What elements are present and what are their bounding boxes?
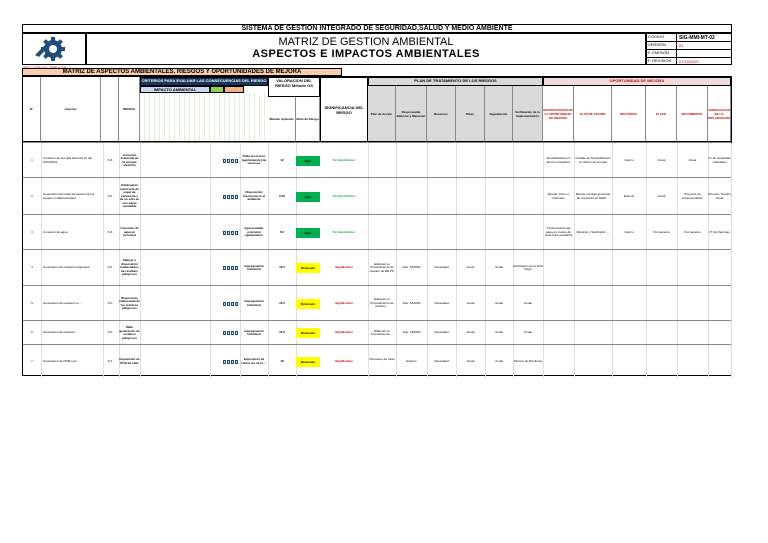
plan-cell: Necesidad: [427, 345, 457, 378]
row-score: 12: [268, 143, 297, 178]
row-impact: Impregnación Industrial: [240, 321, 269, 345]
opportunity-cell: [543, 321, 575, 345]
opportunity-column-header: PLAN DE ACCION: [574, 86, 612, 142]
row-significance: No Significativo: [320, 178, 369, 215]
row-score: 16.5: [268, 286, 297, 321]
row-criteria-marks: [140, 250, 211, 286]
opportunity-cell: [612, 250, 647, 286]
plan-cell: Anual: [456, 250, 486, 286]
opportunity-cell: [612, 286, 647, 321]
row-risk: Disposición inadecuada de los residuos peligrosos: [119, 286, 141, 321]
plan-cell: [485, 215, 514, 250]
plan-cell: [456, 178, 486, 215]
row-score: 18: [268, 345, 297, 378]
plan-cell: [513, 215, 544, 250]
plan-header: PLAN DE TRATAMIENTO DE LOS RIESGOS: [368, 77, 543, 86]
impact-sub-orange: [224, 86, 244, 93]
criteria-subcolumns: [140, 93, 268, 142]
opportunity-cell: [574, 250, 613, 286]
code-row: [647, 34, 731, 42]
table-row: [23, 177, 731, 215]
risk-level-badge: Bajo: [296, 156, 320, 166]
criteria-mark: [231, 195, 234, 199]
plan-cell: Necesidad: [427, 250, 457, 286]
code-row: [647, 58, 731, 65]
row-criteria-marks: [140, 345, 211, 378]
opportunity-cell: Permanente: [677, 215, 709, 250]
criteria-mark: [223, 360, 226, 364]
criteria-mark: [231, 266, 234, 270]
title-line-2: ASPECTOS E IMPACTOS AMBIENTALES: [252, 48, 480, 60]
row-criteria-marks: [140, 143, 211, 178]
risk-level-badge: Moderado: [296, 328, 320, 338]
criteria-mark: [227, 266, 230, 270]
opportunity-cell: [708, 250, 732, 286]
opportunity-cell: Reunión Técnica Anual: [708, 178, 732, 215]
opportunity-cell: [543, 286, 575, 321]
opportunity-cell: [708, 321, 732, 345]
row-aspect: Consumo de energía eléctrica en las OFICINAS: [41, 143, 104, 178]
criteria-mark: [235, 266, 238, 270]
col-risk-level: Nivel de Riesgo: [296, 97, 320, 142]
plan-column-header: Seguimiento: [485, 86, 513, 142]
opportunity-cell: [677, 286, 709, 321]
code-value: 01: [679, 43, 684, 48]
criteria-mark: [235, 360, 238, 364]
risk-level-badge: Moderado: [296, 299, 320, 309]
opportunity-column-header: IDENTIFICACION DE LA OPORTUNIDAD DE MEJORA: [543, 86, 574, 142]
plan-cell: [513, 178, 544, 215]
plan-cell: Anual: [485, 345, 514, 378]
row-impact: Impregnación Industrial: [240, 250, 269, 286]
row-number: 6: [23, 321, 42, 345]
plan-cell: Jefe. SSOMA: [396, 250, 428, 286]
table-row: [23, 320, 731, 345]
row-impact: Impregnación Industrial: [240, 286, 269, 321]
opportunity-cell: [543, 250, 575, 286]
criteria-mark: [223, 266, 226, 270]
opportunity-column-header: RECURSOS: [612, 86, 646, 142]
plan-column-header: Responsable Elaborar y Mantener: [396, 86, 427, 142]
company-logo: [22, 33, 86, 65]
row-number: 2: [23, 178, 42, 215]
criteria-mark: [231, 331, 234, 335]
opportunity-column-header: SEGUIMIENTO: [677, 86, 708, 142]
criteria-mark: [231, 231, 234, 235]
row-score: 16.5: [268, 250, 297, 286]
table-row: [23, 285, 731, 321]
row-aspect: Consumo de agua: [41, 215, 104, 250]
row-significance: Significativo: [320, 250, 369, 286]
plan-cell: [368, 215, 397, 250]
table-row: [23, 249, 731, 286]
opportunity-cell: Sensibilización en ahorro energético: [543, 143, 575, 178]
row-criteria-marks: [140, 286, 211, 321]
plan-cell: Jefe. SSOMA: [396, 286, 428, 321]
row-condition: N A: [101, 286, 120, 321]
criteria-mark: [235, 331, 238, 335]
table-row: [23, 214, 731, 250]
row-aspect: Generación de papel de cartonería por equipos multifuncionales: [41, 178, 104, 215]
row-number: 5: [23, 286, 42, 321]
gear-logo-icon: [23, 34, 85, 64]
criteria-mark: [227, 331, 230, 335]
opportunity-cell: Anual: [646, 143, 678, 178]
criteria-mark: [231, 302, 234, 306]
plan-cell: Informe de Monitoreo: [513, 345, 544, 378]
table-row: [23, 344, 731, 378]
row-significance: No Significativo: [320, 143, 369, 178]
opportunity-cell: [612, 321, 647, 345]
significance-header: SIGNIFICANCIA DEL RIESGO: [320, 77, 368, 142]
row-significance: Significativo: [320, 286, 369, 321]
plan-cell: [427, 143, 457, 178]
opportunity-cell: [646, 321, 678, 345]
row-impact: Daño al recurso (agotamiento) de recursos: [240, 143, 269, 178]
opportunity-cell: [646, 250, 678, 286]
risk-level-badge: Bajo: [296, 228, 320, 238]
document-title: [86, 33, 646, 65]
plan-cell: Anual: [513, 286, 544, 321]
row-condition: N A: [101, 321, 120, 345]
col-valuation-method: Método Aplicado: [268, 97, 296, 142]
code-row: [647, 42, 731, 50]
row-condition: N A: [101, 215, 120, 250]
plan-cell: [427, 215, 457, 250]
impact-header: IMPACTO AMBIENTAL: [140, 86, 210, 93]
criteria-header: CRITERIOS PARA EVALUAR LAS CONSECUENCIAS DEL RIESGO: [140, 77, 268, 86]
title-line-1: MATRIZ DE GESTION AMBIENTAL: [278, 36, 454, 48]
opportunity-cell: Reusar, Tacos e Intercaso: [543, 178, 575, 215]
plan-cell: Anual: [513, 321, 544, 345]
opportunity-cell: [574, 321, 613, 345]
row-condition: N A: [101, 178, 120, 215]
criteria-mark: [235, 159, 238, 163]
row-risk: Consumo de agua en personal: [119, 215, 141, 250]
plan-cell: [368, 178, 397, 215]
code-key: F. REVISIÓN: [647, 58, 677, 65]
criteria-mark: [227, 360, 230, 364]
opportunity-cell: [574, 345, 613, 378]
plan-cell: Jefe. SSOMA: [396, 321, 428, 345]
opportunity-column-header: PLAZO: [646, 86, 677, 142]
criteria-mark: [227, 302, 230, 306]
plan-cell: Anual: [485, 321, 514, 345]
criteria-mark: [235, 195, 238, 199]
opportunity-cell: Interno: [612, 143, 647, 178]
opportunity-cell: N° de campañas realizadas: [708, 143, 732, 178]
criteria-mark: [223, 231, 226, 235]
plan-cell: [485, 143, 514, 178]
plan-cell: [396, 178, 428, 215]
criteria-mark: [227, 231, 230, 235]
plan-cell: Anual: [485, 286, 514, 321]
row-aspect: Generación de PCB's por ...: [41, 345, 104, 378]
plan-cell: [485, 178, 514, 215]
opportunity-cell: Proyecto de implementación: [677, 178, 709, 215]
row-number: 4: [23, 250, 42, 286]
plan-cell: Anual: [485, 250, 514, 286]
plan-cell: Anual: [456, 321, 486, 345]
plan-cell: [396, 143, 428, 178]
row-criteria-marks: [140, 178, 211, 215]
code-key: VERSIÓN: [647, 42, 677, 49]
plan-cell: Elaborar un Procedimiento de Gestión ...: [368, 286, 397, 321]
criteria-mark: [223, 159, 226, 163]
row-aspect: Generación de residuos peligrosos ...: [41, 250, 104, 286]
row-number: 3: [23, 215, 42, 250]
code-row: [647, 50, 731, 58]
col-aspect: Aspecto: [41, 77, 101, 142]
opportunity-cell: Reusar el papel generado de impresión en GRM ...: [574, 178, 613, 215]
plan-cell: [513, 143, 544, 178]
risk-level-badge: Bajo: [296, 192, 320, 202]
row-condition: N A: [101, 250, 120, 286]
opportunity-cell: Anual: [646, 178, 678, 215]
opportunity-cell: Permanente: [646, 215, 678, 250]
row-score: 6.25: [268, 178, 297, 215]
row-score: 16.5: [268, 321, 297, 345]
risk-level-badge: Moderado: [296, 263, 320, 273]
plan-cell: Verificación de la SGS Rigor: [513, 250, 544, 286]
row-aspect: Generación de residuos no ...: [41, 286, 104, 321]
code-key: CÓDIGO: [647, 34, 677, 41]
row-risk: Eliminación incorrecta de papel de cartonería y de no sólo en uso papel reciclable: [119, 178, 141, 215]
plan-cell: [456, 143, 486, 178]
opportunity-cell: [677, 250, 709, 286]
opportunity-cell: [543, 345, 575, 378]
row-impact: Exposición de ruidos de otros ...: [240, 345, 269, 378]
opportunity-cell: [646, 345, 678, 378]
row-number: 1: [23, 143, 42, 178]
row-impact: Agua potable, potencial agotamiento: [240, 215, 269, 250]
matrix-title: MATRIZ DE ASPECTOS AMBIENTALES, RIESGOS Y OPORTUNIDADES DE MEJORA: [22, 68, 342, 76]
plan-cell: Anual: [456, 345, 486, 378]
system-title: SISTEMA DE GESTION INTEGRADO DE SEGURIDAD,SALUD Y MEDIO AMBIENTE: [22, 24, 732, 33]
criteria-mark: [223, 331, 226, 335]
row-significance: No Significativo: [320, 215, 369, 250]
row-criteria-marks: [140, 321, 211, 345]
plan-cell: [427, 178, 457, 215]
plan-cell: Elaborar un Procedimiento ...: [368, 321, 397, 345]
criteria-mark: [223, 195, 226, 199]
criteria-mark: [231, 159, 234, 163]
row-risk: Consumo irracional de la energía eléctrica: [119, 143, 141, 178]
opportunity-cell: [612, 345, 647, 378]
opportunity-cell: [708, 286, 732, 321]
col-n: N°: [23, 77, 41, 142]
code-value: SIG-MMI-MT-02: [679, 34, 715, 41]
row-significance: Significativo: [320, 321, 369, 345]
impact-sub-green: [210, 86, 224, 93]
opportunity-cell: Anual: [677, 143, 709, 178]
opportunity-header: OPORTUNIDAD DE MEJORA: [543, 77, 731, 86]
col-condition: [101, 77, 119, 142]
plan-cell: [368, 143, 397, 178]
code-value: 07/10/2021: [679, 59, 700, 64]
opportunity-column-header: VERIFICACION DE LA IMPLANTACIÓN: [708, 86, 731, 142]
plan-column-header: Plazo: [456, 86, 485, 142]
criteria-mark: [227, 159, 230, 163]
opportunity-cell: Charlas de Sensibilización en ahorro de energía: [574, 143, 613, 178]
criteria-mark: [231, 360, 234, 364]
plan-column-header: Plan de Acción: [368, 86, 396, 142]
row-risk: Manejo y disposición inadecuados de residuos peligrosos: [119, 250, 141, 286]
plan-cell: Externo: [396, 345, 428, 378]
row-number: 7: [23, 345, 42, 378]
plan-cell: Elaborar un Procedimiento de Gestión de RR.PP.: [368, 250, 397, 286]
opportunity-cell: Conformación del agua en cuanto de otros fines sanitarios: [543, 215, 575, 250]
plan-cell: [396, 215, 428, 250]
criteria-mark: [235, 302, 238, 306]
row-condition: N A: [101, 143, 120, 178]
matrix-table: [22, 76, 732, 376]
plan-cell: Anual: [456, 286, 486, 321]
plan-cell: Monitoreo de ruido ...: [368, 345, 397, 378]
plan-column-header: Recursos: [427, 86, 456, 142]
row-score: 6.5: [268, 215, 297, 250]
code-key: F. EMISIÓN: [647, 50, 677, 57]
opportunity-cell: [677, 345, 709, 378]
criteria-mark: [223, 302, 226, 306]
plan-cell: Necesidad: [427, 321, 457, 345]
row-condition: N A: [101, 345, 120, 378]
plan-column-header: Verificación de la Implementación: [513, 86, 543, 142]
opportunity-cell: Externo: [612, 178, 647, 215]
opportunity-cell: [677, 321, 709, 345]
opportunity-cell: Interno: [612, 215, 647, 250]
criteria-mark: [227, 195, 230, 199]
row-impact: Disposición incorrecta en el ambiente: [240, 178, 269, 215]
row-criteria-marks: [140, 215, 211, 250]
row-risk: Mala generación de residuos peligrosos: [119, 321, 141, 345]
row-significance: Significativo: [320, 345, 369, 378]
document-code-box: [646, 33, 732, 65]
opportunity-cell: [574, 286, 613, 321]
opportunity-cell: [708, 345, 732, 378]
plan-cell: [456, 215, 486, 250]
risk-level-badge: Moderado: [296, 357, 320, 367]
valuation-header: VALORACION DEL RIESGO Método OS: [268, 77, 320, 97]
row-aspect: Generación de residuos ...: [41, 321, 104, 345]
col-risk: RIESGO: [119, 77, 140, 142]
criteria-mark: [235, 231, 238, 235]
opportunity-cell: Nº de Reportes: [708, 215, 732, 250]
opportunity-cell: Revisión y Sustitución ...: [574, 215, 613, 250]
opportunity-cell: [646, 286, 678, 321]
table-row: [23, 142, 731, 178]
plan-cell: Necesidad: [427, 286, 457, 321]
row-risk: Exposición de PCB de calle: [119, 345, 141, 378]
